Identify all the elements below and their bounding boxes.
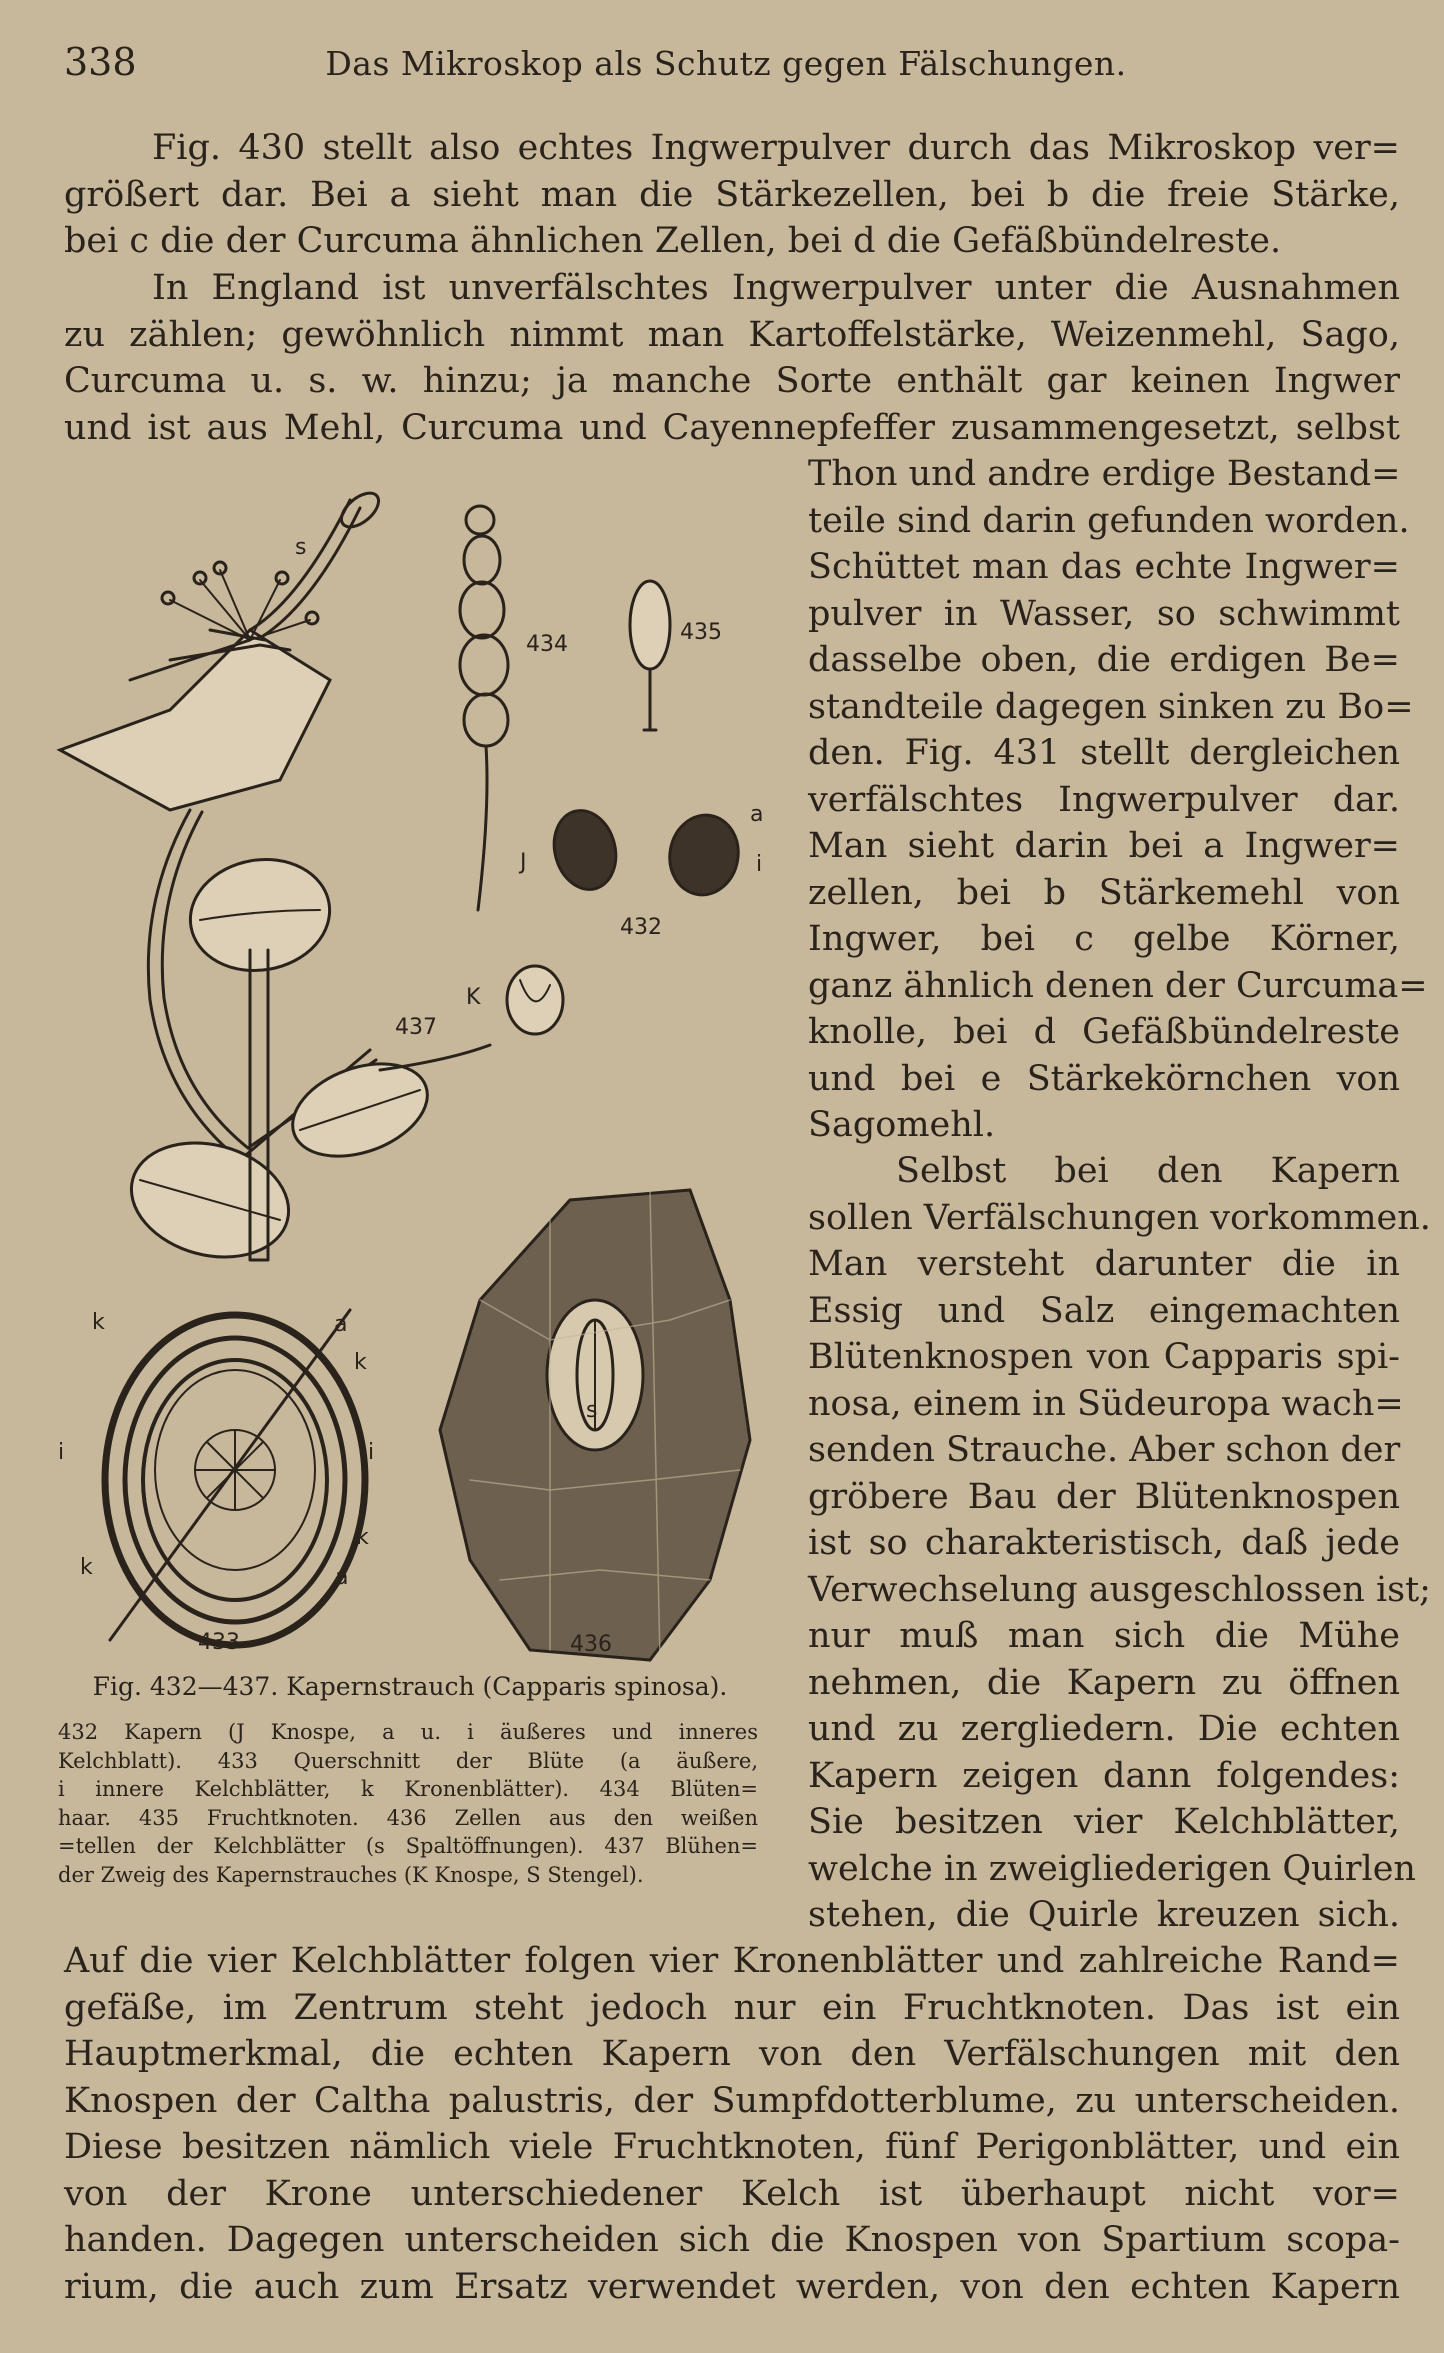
label-a: a <box>335 1565 349 1590</box>
text-line: teile sind darin gefunden worden. <box>808 500 1410 541</box>
text-line: Schüttet man das echte Ingwer= <box>808 547 1400 587</box>
figure-caption <box>58 1718 758 1889</box>
caption-line: haar. 435 Fruchtknoten. 436 Zellen aus den weißen <box>58 1805 758 1830</box>
text-line: ganz ähnlich denen der Curcuma= <box>808 965 1428 1006</box>
text-line: den. Fig. 431 stellt dergleichen <box>808 733 1400 773</box>
text-line: Verwechselung ausgeschlossen ist; <box>808 1569 1431 1610</box>
text-line: ist so charakteristisch, daß jede <box>808 1523 1400 1563</box>
label-432: 432 <box>620 915 662 940</box>
text-line: In England ist unverfälschtes Ingwerpulver unter die Ausnahmen <box>152 268 1400 308</box>
ovary-drawing <box>630 581 670 730</box>
text-line: pulver in Wasser, so schwimmt <box>808 593 1400 634</box>
paragraph-england-continued <box>808 451 1428 1149</box>
label-433: 433 <box>198 1630 240 1655</box>
text-line: Auf die vier Kelchblätter folgen vier Kronenblätter und zahlreiche Rand= <box>64 1941 1400 1981</box>
text-line: Selbst bei den Kapern <box>896 1151 1400 1191</box>
label-436: 436 <box>570 1632 612 1657</box>
text-line: Man sieht darin bei a Ingwer= <box>808 826 1400 866</box>
caption-line: =tellen der Kelchblätter (s Spaltöffnungen). 437 Blühen= <box>58 1834 758 1858</box>
caper-illustration <box>50 480 790 1680</box>
text-line: senden Strauche. Aber schon der <box>808 1430 1401 1470</box>
paragraph-fig430 <box>64 125 1400 265</box>
figure-caption-title: Fig. 432—437. Kapernstrauch (Capparis spinosa). <box>92 1672 728 1701</box>
text-line: zellen, bei b Stärkemehl von <box>808 872 1400 913</box>
text-line: verfälschtes Ingwerpulver dar. <box>808 779 1400 820</box>
text-line: Essig und Salz eingemachten <box>808 1290 1400 1331</box>
text-line: handen. Dagegen unterscheiden sich die Knospen von Spartium scopa- <box>64 2220 1400 2260</box>
label-k: k <box>354 1350 367 1375</box>
label-s: s <box>295 535 307 560</box>
text-line: welche in zweigliederigen Quirlen <box>808 1848 1416 1889</box>
flower-cross-section-drawing <box>105 1310 365 1645</box>
label-k: k <box>92 1310 105 1335</box>
text-line: und bei e Stärkekörnchen von <box>808 1058 1400 1099</box>
label-434: 434 <box>526 632 568 657</box>
caper-figure <box>50 480 790 1680</box>
text-line: zu zählen; gewöhnlich nimmt man Kartoffelstärke, Weizenmehl, Sago, <box>64 314 1400 355</box>
text-line: gröbere Bau der Blütenknospen <box>808 1476 1400 1517</box>
paragraph-england <box>64 265 1400 451</box>
text-line: Thon und andre erdige Bestand= <box>808 454 1401 494</box>
label-a: a <box>750 802 764 827</box>
label-i: i <box>368 1440 375 1465</box>
text-line: Ingwer, bei c gelbe Körner, <box>808 919 1400 959</box>
text-line: nosa, einem in Südeuropa wach= <box>808 1383 1404 1424</box>
caption-line: i innere Kelchblätter, k Kronenblätter). 434 Blüten= <box>58 1777 758 1801</box>
text-line: Sie besitzen vier Kelchblätter, <box>808 1802 1400 1842</box>
paragraph-kapern-continued <box>64 1938 1400 2310</box>
text-line: nehmen, die Kapern zu öffnen <box>808 1662 1400 1703</box>
caption-line: 432 Kapern (J Knospe, a u. i äußeres und inneres <box>58 1720 758 1744</box>
label-437: 437 <box>395 1015 437 1040</box>
label-K: K <box>466 985 481 1010</box>
text-line: Knospen der Caltha palustris, der Sumpfdotterblume, zu unterscheiden. <box>64 2080 1400 2121</box>
text-line: bei c die der Curcuma ähnlichen Zellen, bei d die Gefäßbündelreste. <box>64 221 1282 261</box>
label-i: i <box>756 852 763 877</box>
text-line: gefäße, im Zentrum steht jedoch nur ein Fruchtknoten. Das ist ein <box>64 1987 1400 2028</box>
text-line: Sagomehl. <box>808 1105 996 1145</box>
text-line: von der Krone unterschiedener Kelch ist überhaupt nicht vor= <box>64 2173 1400 2214</box>
label-i: i <box>58 1440 65 1465</box>
text-line: und zu zergliedern. Die echten <box>808 1709 1400 1749</box>
text-line: stehen, die Quirle kreuzen sich. <box>808 1895 1400 1935</box>
caper-buds-drawing <box>546 804 745 901</box>
running-head <box>64 40 1388 90</box>
text-line: Blütenknospen von Capparis spi- <box>808 1337 1400 1377</box>
label-435: 435 <box>680 620 722 645</box>
text-line: Hauptmerkmal, die echten Kapern von den Verfälschungen mit den <box>64 2034 1400 2074</box>
text-line: Man versteht darunter die in <box>808 1244 1400 1284</box>
text-line: rium, die auch zum Ersatz verwendet werden, von den echten Kapern <box>64 2266 1400 2307</box>
text-line: Kapern zeigen dann folgendes: <box>808 1755 1400 1796</box>
label-s: s <box>586 1398 598 1423</box>
label-a: a <box>334 1312 348 1337</box>
page-number: 338 <box>64 40 137 84</box>
label-k: k <box>80 1555 93 1580</box>
label-k: k <box>356 1525 369 1550</box>
text-line: Curcuma u. s. w. hinzu; ja manche Sorte enthält gar keinen Ingwer <box>64 361 1400 401</box>
text-line: standteile dagegen sinken zu Bo= <box>808 686 1414 727</box>
caption-line: Kelchblatt). 433 Querschnitt der Blüte (a äußere, <box>58 1748 758 1773</box>
text-line: Diese besitzen nämlich viele Fruchtknoten, fünf Perigonblätter, und ein <box>64 2127 1400 2167</box>
flower-hair-drawing <box>460 506 508 910</box>
paragraph-kapern <box>808 1148 1431 1939</box>
text-line: knolle, bei d Gefäßbündelreste <box>808 1012 1400 1052</box>
text-line: nur muß man sich die Mühe <box>808 1616 1400 1656</box>
text-line: sollen Verfälschungen vorkommen. <box>808 1197 1431 1238</box>
running-title: Das Mikroskop als Schutz gegen Fälschungen. <box>325 44 1127 83</box>
flowering-branch-drawing <box>60 487 563 1274</box>
label-J: J <box>520 850 527 875</box>
text-line: größert dar. Bei a sieht man die Stärkezellen, bei b die freie Stärke, <box>64 174 1400 215</box>
epidermis-cells-drawing <box>440 1190 750 1660</box>
text-line: Fig. 430 stellt also echtes Ingwerpulver durch das Mikroskop ver= <box>152 128 1400 168</box>
text-line: und ist aus Mehl, Curcuma und Cayennepfeffer zusammengesetzt, selbst <box>64 407 1400 448</box>
caption-line: der Zweig des Kapernstrauches (K Knospe, S Stengel). <box>58 1862 644 1887</box>
text-line: dasselbe oben, die erdigen Be= <box>808 640 1400 680</box>
